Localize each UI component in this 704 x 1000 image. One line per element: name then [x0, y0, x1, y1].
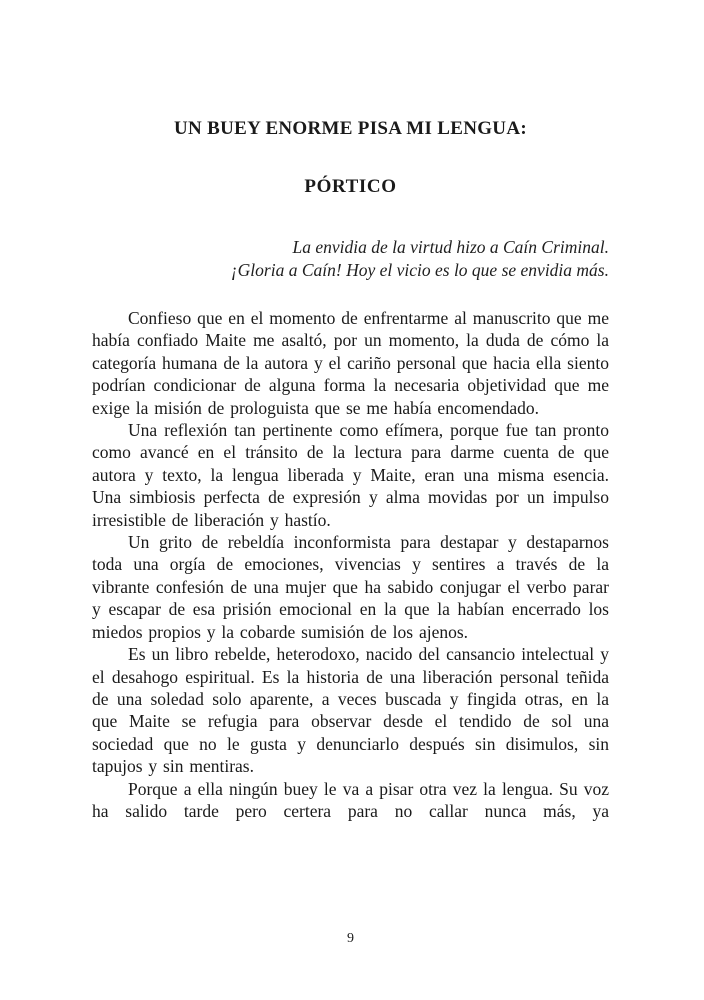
text-column — [92, 0, 609, 822]
body-paragraph: Porque a ella ningún buey le va a pisar otra vez la lengua. Su voz ha salido tarde pero certera para no callar nunca más, ya — [92, 778, 609, 821]
body-paragraph: Una reflexión tan pertinente como efímera, porque fue tan pronto como avancé en el tránsito de la lectura para darme cuenta de que autora y texto, la lengua liberada y Maite, eran una misma esencia. Una simbiosis perfecta de expresión y alma movidas por un impulso irresistible de liberación y hastío. — [92, 420, 609, 530]
epigraph-line-1: La envidia de la virtud hizo a Caín Criminal. — [292, 237, 609, 257]
body-paragraph: Confieso que en el momento de enfrentarme al manuscrito que me había confiado Maite me asaltó, por un momento, la duda de cómo la categoría humana de la autora y el cariño personal que hacia ella siento podrían condicionar de alguna forma la necesaria objetividad que me exige la misión de prologuista que se me había encomendado. — [92, 308, 609, 418]
epigraph-line-2: ¡Gloria a Caín! Hoy el vicio es lo que se envidia más. — [230, 260, 609, 280]
page-number: 9 — [347, 931, 354, 946]
body-text — [92, 307, 609, 822]
epigraph — [92, 236, 609, 282]
body-paragraph: Un grito de rebeldía inconformista para destapar y destaparnos toda una orgía de emociones, vivencias y sentires a través de la vibrante confesión de una mujer que ha sabido conjugar el verbo parar y escapar de esa prisión emocional en la que la habían encerrado los miedos propios y la cobarde sumisión de los ajenos. — [92, 532, 609, 642]
chapter-title: UN BUEY ENORME PISA MI LENGUA: — [174, 118, 527, 139]
body-paragraph: Es un libro rebelde, heterodoxo, nacido del cansancio intelectual y el desahogo espiritual. Es la historia de una liberación personal teñida de una soledad solo aparente, a veces buscada y fingida otras, en la que Maite se refugia para observar desde el tendido de sol una sociedad que no le gusta y denunciarlo después sin disimulos, sin tapujos y sin mentiras. — [92, 644, 609, 777]
chapter-subtitle: PÓRTICO — [304, 176, 397, 197]
